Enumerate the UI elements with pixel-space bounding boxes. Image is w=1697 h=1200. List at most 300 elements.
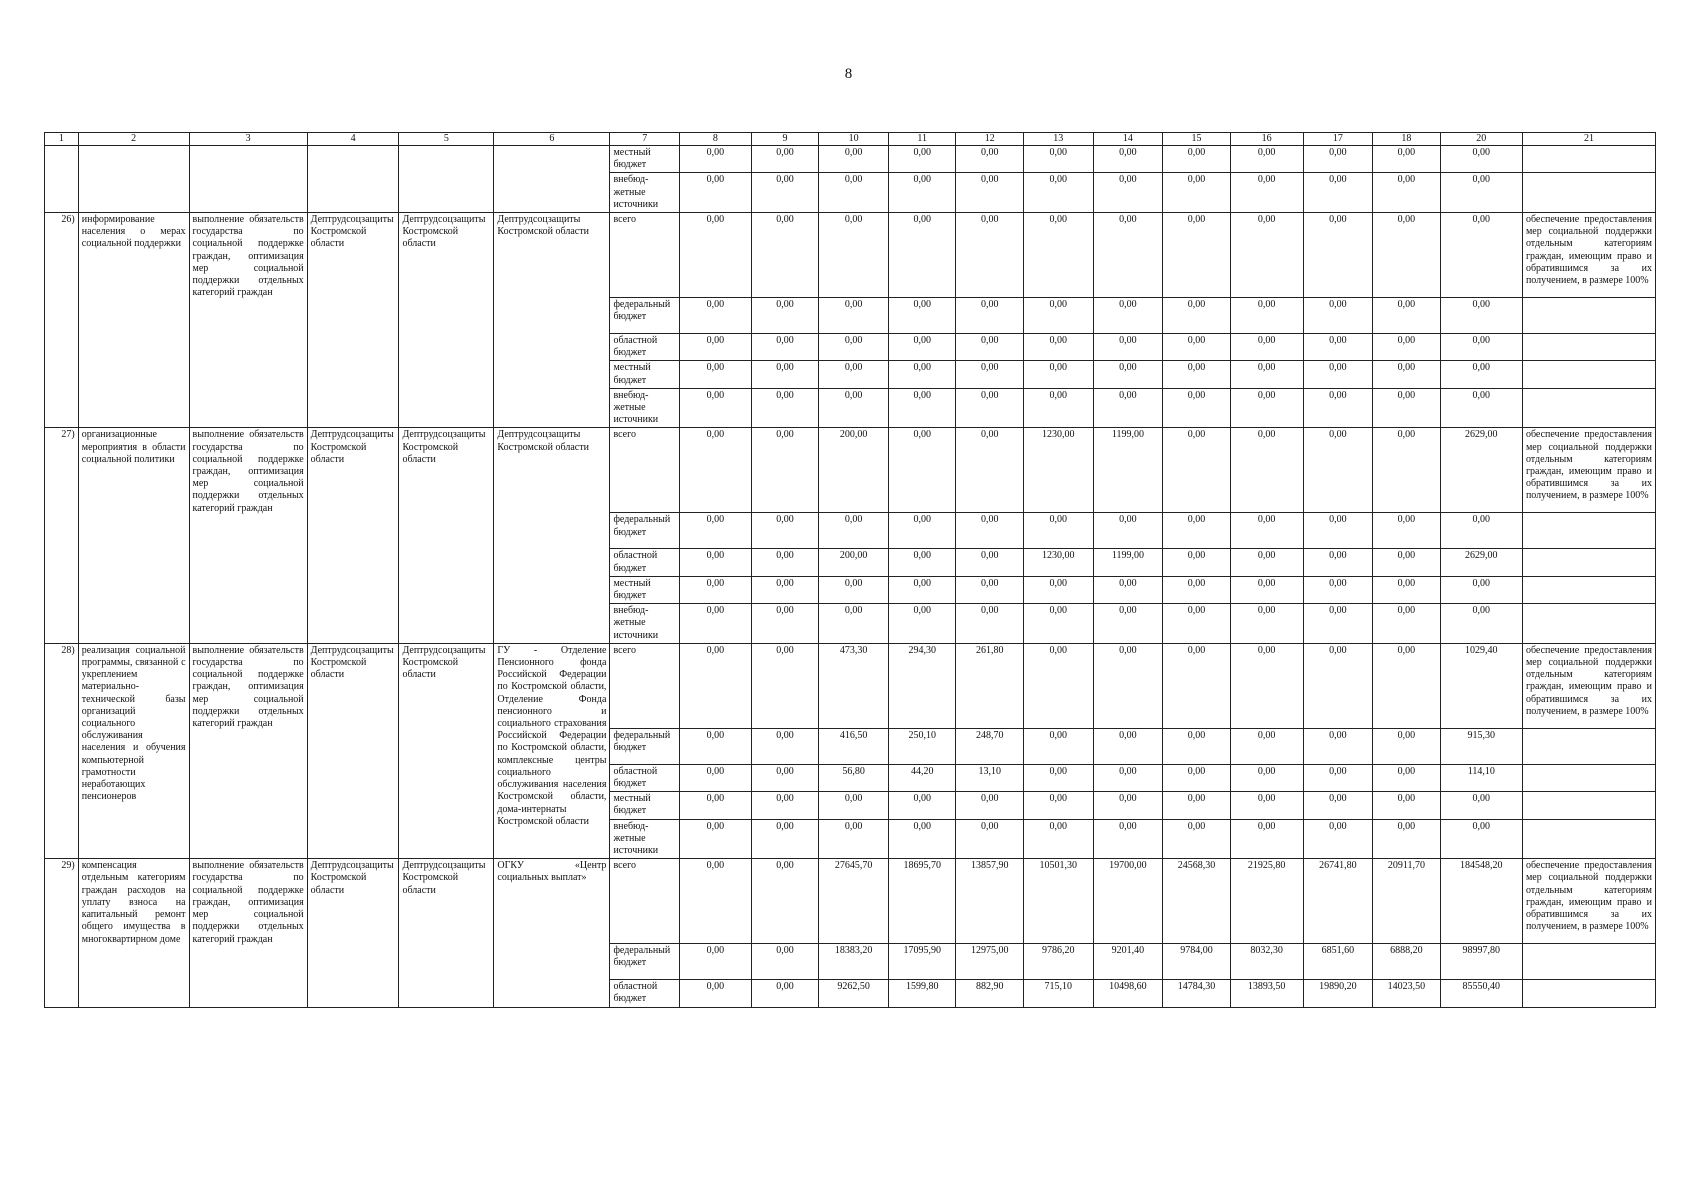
- value-cell: 0,00: [1023, 513, 1093, 549]
- value-cell: 0,00: [956, 792, 1024, 819]
- header-cell: 13: [1023, 133, 1093, 146]
- value-cell: 0,00: [1093, 361, 1163, 388]
- value-cell: 0,00: [1373, 604, 1441, 644]
- value-cell: 0,00: [751, 643, 819, 728]
- header-cell: 12: [956, 133, 1024, 146]
- value-cell: 0,00: [956, 173, 1024, 213]
- value-cell: 0,00: [1440, 146, 1522, 173]
- value-cell: 9262,50: [819, 980, 889, 1007]
- header-cell: 21: [1522, 133, 1655, 146]
- value-cell: 0,00: [1373, 388, 1441, 428]
- value-cell: 0,00: [1440, 298, 1522, 334]
- header-row: [45, 133, 1656, 146]
- value-cell: 0,00: [751, 792, 819, 819]
- value-cell: 0,00: [1373, 764, 1441, 791]
- value-cell: 0,00: [751, 859, 819, 944]
- value-cell: 19700,00: [1093, 859, 1163, 944]
- value-cell: 0,00: [1093, 728, 1163, 764]
- value-cell: 0,00: [1163, 428, 1231, 513]
- funding-source: местный бюджет: [610, 361, 680, 388]
- value-cell: 0,00: [1093, 792, 1163, 819]
- value-cell: 0,00: [819, 361, 889, 388]
- result-cell-empty: [1522, 764, 1655, 791]
- value-cell: 0,00: [888, 388, 956, 428]
- value-cell: 0,00: [1093, 173, 1163, 213]
- value-cell: 0,00: [1440, 792, 1522, 819]
- value-cell: 0,00: [1303, 173, 1373, 213]
- value-cell: 0,00: [751, 819, 819, 859]
- header-cell: 3: [189, 133, 307, 146]
- value-cell: 0,00: [1163, 146, 1231, 173]
- value-cell: 0,00: [1230, 388, 1303, 428]
- value-cell: 0,00: [680, 604, 752, 644]
- header-cell: 20: [1440, 133, 1522, 146]
- header-cell: 4: [307, 133, 399, 146]
- value-cell: 0,00: [819, 146, 889, 173]
- value-cell: 0,00: [1303, 428, 1373, 513]
- table-body: [45, 133, 1656, 1008]
- value-cell: 0,00: [1093, 334, 1163, 361]
- value-cell: 21925,80: [1230, 859, 1303, 944]
- executor-org: Дептрудсоцзащиты Костромской области: [494, 428, 610, 643]
- value-cell: 0,00: [1230, 173, 1303, 213]
- value-cell: 0,00: [1230, 604, 1303, 644]
- value-cell: 715,10: [1023, 980, 1093, 1007]
- header-cell: 9: [751, 133, 819, 146]
- value-cell: 0,00: [751, 944, 819, 980]
- value-cell: 0,00: [1373, 643, 1441, 728]
- value-cell: 0,00: [680, 213, 752, 298]
- value-cell: 24568,30: [1163, 859, 1231, 944]
- page-number: 8: [844, 66, 853, 82]
- value-cell: 13893,50: [1230, 980, 1303, 1007]
- value-cell: 0,00: [751, 428, 819, 513]
- goal-text: выполнение обязательств государства по социальной поддержке граждан, оптимизация мер социальной поддержки отдельных категорий граждан: [189, 859, 307, 1007]
- value-cell: 10498,60: [1093, 980, 1163, 1007]
- value-cell: 0,00: [888, 576, 956, 603]
- responsible-org: Дептрудсоцзащиты Костромской области: [307, 643, 399, 858]
- value-cell: 0,00: [1373, 728, 1441, 764]
- value-cell: 98997,80: [1440, 944, 1522, 980]
- value-cell: 0,00: [1230, 792, 1303, 819]
- value-cell: 114,10: [1440, 764, 1522, 791]
- measure-name: организационные мероприятия в области социальной политики: [78, 428, 189, 643]
- executor-org: ОГКУ «Центр социальных выплат»: [494, 859, 610, 1007]
- value-cell: 0,00: [956, 213, 1024, 298]
- entry-number: 29): [45, 859, 79, 1007]
- value-cell: 17095,90: [888, 944, 956, 980]
- result-cell-empty: [1522, 980, 1655, 1007]
- value-cell: 0,00: [956, 819, 1024, 859]
- funding-source: внебюд-жетные источники: [610, 819, 680, 859]
- result-cell-empty: [1522, 819, 1655, 859]
- value-cell: 0,00: [888, 513, 956, 549]
- value-cell: 0,00: [680, 944, 752, 980]
- value-cell: 248,70: [956, 728, 1024, 764]
- value-cell: 0,00: [751, 213, 819, 298]
- value-cell: 0,00: [819, 513, 889, 549]
- value-cell: 0,00: [1230, 298, 1303, 334]
- value-cell: 0,00: [1303, 513, 1373, 549]
- value-cell: 0,00: [751, 173, 819, 213]
- value-cell: 0,00: [1023, 388, 1093, 428]
- funding-source: внебюд-жетные источники: [610, 173, 680, 213]
- result-cell-empty: [1522, 361, 1655, 388]
- measure-name: компенсация отдельным категориям граждан расходов на уплату взноса на капитальный ремонт общего имущества в многоквартирном доме: [78, 859, 189, 1007]
- empty-cell: [494, 146, 610, 213]
- value-cell: 0,00: [680, 859, 752, 944]
- value-cell: 0,00: [680, 334, 752, 361]
- header-cell: 16: [1230, 133, 1303, 146]
- value-cell: 0,00: [1440, 576, 1522, 603]
- value-cell: 0,00: [680, 576, 752, 603]
- header-cell: 14: [1093, 133, 1163, 146]
- header-cell: 11: [888, 133, 956, 146]
- value-cell: 261,80: [956, 643, 1024, 728]
- value-cell: 0,00: [1230, 549, 1303, 576]
- result-cell-empty: [1522, 513, 1655, 549]
- value-cell: 0,00: [1023, 764, 1093, 791]
- value-cell: 0,00: [1230, 361, 1303, 388]
- funding-source: областной бюджет: [610, 764, 680, 791]
- value-cell: 0,00: [1230, 146, 1303, 173]
- value-cell: 0,00: [1373, 549, 1441, 576]
- value-cell: 0,00: [1440, 819, 1522, 859]
- value-cell: 0,00: [1440, 388, 1522, 428]
- empty-cell: [307, 146, 399, 213]
- value-cell: 0,00: [819, 173, 889, 213]
- value-cell: 0,00: [751, 513, 819, 549]
- value-cell: 0,00: [680, 428, 752, 513]
- value-cell: 0,00: [1303, 728, 1373, 764]
- value-cell: 0,00: [1303, 549, 1373, 576]
- value-cell: 0,00: [1023, 334, 1093, 361]
- value-cell: 0,00: [956, 513, 1024, 549]
- result-cell-empty: [1522, 334, 1655, 361]
- value-cell: 0,00: [819, 576, 889, 603]
- expected-result: обеспечение предоставления мер социальной поддержки отдельным категориям граждан, имеющим право и обратившимся за их получением, в размере 100%: [1522, 213, 1655, 298]
- result-cell-empty: [1522, 388, 1655, 428]
- value-cell: 1029,40: [1440, 643, 1522, 728]
- value-cell: 0,00: [888, 361, 956, 388]
- value-cell: 0,00: [1230, 819, 1303, 859]
- budget-table: [44, 132, 1656, 1008]
- header-cell: 5: [399, 133, 494, 146]
- value-cell: 0,00: [888, 213, 956, 298]
- value-cell: 250,10: [888, 728, 956, 764]
- value-cell: 416,50: [819, 728, 889, 764]
- value-cell: 0,00: [888, 334, 956, 361]
- value-cell: 0,00: [956, 361, 1024, 388]
- value-cell: 0,00: [1163, 643, 1231, 728]
- value-cell: 0,00: [751, 980, 819, 1007]
- value-cell: 2629,00: [1440, 428, 1522, 513]
- coexecutor-org: Дептрудсоцзащиты Костромской области: [399, 213, 494, 428]
- table-row: [45, 643, 1656, 728]
- funding-source: областной бюджет: [610, 549, 680, 576]
- value-cell: 0,00: [1023, 604, 1093, 644]
- header-cell: 7: [610, 133, 680, 146]
- funding-source: всего: [610, 428, 680, 513]
- value-cell: 0,00: [956, 146, 1024, 173]
- value-cell: 9201,40: [1093, 944, 1163, 980]
- responsible-org: Дептрудсоцзащиты Костромской области: [307, 859, 399, 1007]
- value-cell: 0,00: [1230, 334, 1303, 361]
- value-cell: 0,00: [1163, 361, 1231, 388]
- value-cell: 0,00: [1163, 604, 1231, 644]
- value-cell: 0,00: [1093, 819, 1163, 859]
- value-cell: 26741,80: [1303, 859, 1373, 944]
- value-cell: 0,00: [1303, 334, 1373, 361]
- value-cell: 0,00: [1303, 604, 1373, 644]
- value-cell: 0,00: [956, 334, 1024, 361]
- result-cell-empty: [1522, 604, 1655, 644]
- value-cell: 14023,50: [1373, 980, 1441, 1007]
- empty-cell: [45, 146, 79, 213]
- value-cell: 0,00: [680, 549, 752, 576]
- value-cell: 0,00: [1303, 146, 1373, 173]
- value-cell: 19890,20: [1303, 980, 1373, 1007]
- value-cell: 9784,00: [1163, 944, 1231, 980]
- value-cell: 13857,90: [956, 859, 1024, 944]
- value-cell: 0,00: [1303, 643, 1373, 728]
- value-cell: 0,00: [1303, 819, 1373, 859]
- value-cell: 0,00: [888, 792, 956, 819]
- value-cell: 0,00: [1303, 213, 1373, 298]
- value-cell: 0,00: [1303, 792, 1373, 819]
- value-cell: 0,00: [1023, 576, 1093, 603]
- funding-source: внебюд-жетные источники: [610, 388, 680, 428]
- value-cell: 0,00: [819, 388, 889, 428]
- empty-cell: [399, 146, 494, 213]
- value-cell: 0,00: [680, 298, 752, 334]
- value-cell: 0,00: [956, 576, 1024, 603]
- value-cell: 13,10: [956, 764, 1024, 791]
- value-cell: 0,00: [888, 428, 956, 513]
- value-cell: 0,00: [1373, 146, 1441, 173]
- goal-text: выполнение обязательств государства по социальной поддержке граждан, оптимизация мер социальной поддержки отдельных категорий граждан: [189, 213, 307, 428]
- value-cell: 0,00: [1230, 643, 1303, 728]
- result-cell-empty: [1522, 146, 1655, 173]
- goal-text: выполнение обязательств государства по социальной поддержке граждан, оптимизация мер социальной поддержки отдельных категорий граждан: [189, 428, 307, 643]
- header-cell: 17: [1303, 133, 1373, 146]
- value-cell: 1199,00: [1093, 428, 1163, 513]
- value-cell: 0,00: [1023, 792, 1093, 819]
- coexecutor-org: Дептрудсоцзащиты Костромской области: [399, 428, 494, 643]
- value-cell: 0,00: [1093, 604, 1163, 644]
- entry-number: 26): [45, 213, 79, 428]
- funding-source: федеральный бюджет: [610, 728, 680, 764]
- value-cell: 0,00: [1440, 334, 1522, 361]
- value-cell: 0,00: [1373, 298, 1441, 334]
- value-cell: 0,00: [1373, 792, 1441, 819]
- value-cell: 0,00: [819, 604, 889, 644]
- value-cell: 1599,80: [888, 980, 956, 1007]
- value-cell: 0,00: [888, 146, 956, 173]
- funding-source: областной бюджет: [610, 980, 680, 1007]
- value-cell: 0,00: [751, 728, 819, 764]
- funding-source: федеральный бюджет: [610, 298, 680, 334]
- value-cell: 1230,00: [1023, 428, 1093, 513]
- value-cell: 0,00: [1373, 428, 1441, 513]
- funding-source: местный бюджет: [610, 792, 680, 819]
- value-cell: 20911,70: [1373, 859, 1441, 944]
- result-cell-empty: [1522, 728, 1655, 764]
- value-cell: 0,00: [1230, 764, 1303, 791]
- value-cell: 0,00: [1230, 728, 1303, 764]
- entry-number: 27): [45, 428, 79, 643]
- value-cell: 2629,00: [1440, 549, 1522, 576]
- expected-result: обеспечение предоставления мер социальной поддержки отдельным категориям граждан, имеющим право и обратившимся за их получением, в размере 100%: [1522, 859, 1655, 944]
- value-cell: 0,00: [680, 146, 752, 173]
- funding-source: областной бюджет: [610, 334, 680, 361]
- value-cell: 882,90: [956, 980, 1024, 1007]
- value-cell: 0,00: [1440, 213, 1522, 298]
- value-cell: 0,00: [1163, 388, 1231, 428]
- value-cell: 0,00: [680, 792, 752, 819]
- value-cell: 0,00: [1373, 513, 1441, 549]
- value-cell: 0,00: [680, 728, 752, 764]
- value-cell: 0,00: [819, 213, 889, 298]
- header-cell: 15: [1163, 133, 1231, 146]
- value-cell: 0,00: [680, 764, 752, 791]
- table-row: [45, 213, 1656, 298]
- value-cell: 0,00: [819, 792, 889, 819]
- value-cell: 294,30: [888, 643, 956, 728]
- value-cell: 0,00: [751, 334, 819, 361]
- value-cell: 0,00: [1303, 764, 1373, 791]
- value-cell: 0,00: [1230, 513, 1303, 549]
- value-cell: 0,00: [1373, 213, 1441, 298]
- value-cell: 0,00: [1023, 146, 1093, 173]
- value-cell: 200,00: [819, 549, 889, 576]
- value-cell: 0,00: [1093, 576, 1163, 603]
- value-cell: 12975,00: [956, 944, 1024, 980]
- value-cell: 0,00: [1163, 576, 1231, 603]
- header-cell: 1: [45, 133, 79, 146]
- measure-name: реализация социальной программы, связанной с укреплением материально-технической базы организаций социального обслуживания населения и обучения компьютерной грамотности неработающих пенсионеров: [78, 643, 189, 858]
- value-cell: 0,00: [1093, 213, 1163, 298]
- result-cell-empty: [1522, 173, 1655, 213]
- value-cell: 0,00: [888, 298, 956, 334]
- value-cell: 0,00: [1093, 513, 1163, 549]
- value-cell: 0,00: [888, 604, 956, 644]
- responsible-org: Дептрудсоцзащиты Костромской области: [307, 428, 399, 643]
- expected-result: обеспечение предоставления мер социальной поддержки отдельным категориям граждан, имеющим право и обратившимся за их получением, в размере 100%: [1522, 643, 1655, 728]
- expected-result: обеспечение предоставления мер социальной поддержки отдельным категориям граждан, имеющим право и обратившимся за их получением, в размере 100%: [1522, 428, 1655, 513]
- value-cell: 0,00: [1303, 298, 1373, 334]
- value-cell: 0,00: [1023, 819, 1093, 859]
- funding-source: всего: [610, 213, 680, 298]
- value-cell: 0,00: [1373, 334, 1441, 361]
- value-cell: 0,00: [1093, 388, 1163, 428]
- value-cell: 0,00: [888, 549, 956, 576]
- result-cell-empty: [1522, 298, 1655, 334]
- value-cell: 14784,30: [1163, 980, 1231, 1007]
- header-cell: 6: [494, 133, 610, 146]
- value-cell: 0,00: [680, 173, 752, 213]
- value-cell: 0,00: [1230, 576, 1303, 603]
- value-cell: 0,00: [1230, 213, 1303, 298]
- value-cell: 0,00: [819, 334, 889, 361]
- value-cell: 9786,20: [1023, 944, 1093, 980]
- value-cell: 6851,60: [1303, 944, 1373, 980]
- value-cell: 915,30: [1440, 728, 1522, 764]
- header-cell: 18: [1373, 133, 1441, 146]
- table-row: [45, 428, 1656, 513]
- value-cell: 0,00: [680, 643, 752, 728]
- measure-name: информирование населения о мерах социальной поддержки: [78, 213, 189, 428]
- value-cell: 0,00: [819, 819, 889, 859]
- value-cell: 0,00: [956, 388, 1024, 428]
- value-cell: 0,00: [751, 361, 819, 388]
- header-cell: 2: [78, 133, 189, 146]
- value-cell: 0,00: [1163, 334, 1231, 361]
- value-cell: 0,00: [1373, 576, 1441, 603]
- value-cell: 44,20: [888, 764, 956, 791]
- value-cell: 0,00: [1373, 361, 1441, 388]
- value-cell: 0,00: [751, 146, 819, 173]
- header-cell: 8: [680, 133, 752, 146]
- value-cell: 0,00: [1163, 549, 1231, 576]
- value-cell: 18383,20: [819, 944, 889, 980]
- value-cell: 0,00: [819, 298, 889, 334]
- value-cell: 0,00: [1163, 298, 1231, 334]
- value-cell: 0,00: [1163, 213, 1231, 298]
- funding-source: всего: [610, 859, 680, 944]
- value-cell: 0,00: [1440, 513, 1522, 549]
- value-cell: 0,00: [680, 388, 752, 428]
- table-row: [45, 859, 1656, 944]
- value-cell: 0,00: [1373, 173, 1441, 213]
- value-cell: 0,00: [1163, 792, 1231, 819]
- value-cell: 18695,70: [888, 859, 956, 944]
- funding-source: федеральный бюджет: [610, 944, 680, 980]
- header-cell: 10: [819, 133, 889, 146]
- value-cell: 0,00: [1440, 173, 1522, 213]
- value-cell: 0,00: [1023, 643, 1093, 728]
- value-cell: 0,00: [1023, 213, 1093, 298]
- result-cell-empty: [1522, 576, 1655, 603]
- value-cell: 0,00: [1163, 764, 1231, 791]
- value-cell: 0,00: [751, 298, 819, 334]
- value-cell: 0,00: [1303, 388, 1373, 428]
- value-cell: 0,00: [1163, 819, 1231, 859]
- executor-org: ГУ - Отделение Пенсионного фонда Российской Федерации по Костромской области, Отделение Фонда пенсионного и социального страхования Российской Федерации по Костромской области, комплексные центры социального обслуживания населения Костромской области, дома-интернаты Костромской области: [494, 643, 610, 858]
- funding-source: внебюд-жетные источники: [610, 604, 680, 644]
- value-cell: 0,00: [956, 604, 1024, 644]
- responsible-org: Дептрудсоцзащиты Костромской области: [307, 213, 399, 428]
- value-cell: 6888,20: [1373, 944, 1441, 980]
- value-cell: 0,00: [888, 173, 956, 213]
- value-cell: 0,00: [1023, 173, 1093, 213]
- value-cell: 0,00: [1303, 361, 1373, 388]
- value-cell: 56,80: [819, 764, 889, 791]
- value-cell: 473,30: [819, 643, 889, 728]
- value-cell: 0,00: [1093, 146, 1163, 173]
- empty-cell: [189, 146, 307, 213]
- funding-source: местный бюджет: [610, 146, 680, 173]
- value-cell: 0,00: [956, 549, 1024, 576]
- funding-source: всего: [610, 643, 680, 728]
- value-cell: 0,00: [751, 604, 819, 644]
- value-cell: 0,00: [1023, 361, 1093, 388]
- value-cell: 0,00: [1163, 728, 1231, 764]
- value-cell: 0,00: [888, 819, 956, 859]
- coexecutor-org: Дептрудсоцзащиты Костромской области: [399, 643, 494, 858]
- value-cell: 8032,30: [1230, 944, 1303, 980]
- value-cell: 0,00: [1023, 298, 1093, 334]
